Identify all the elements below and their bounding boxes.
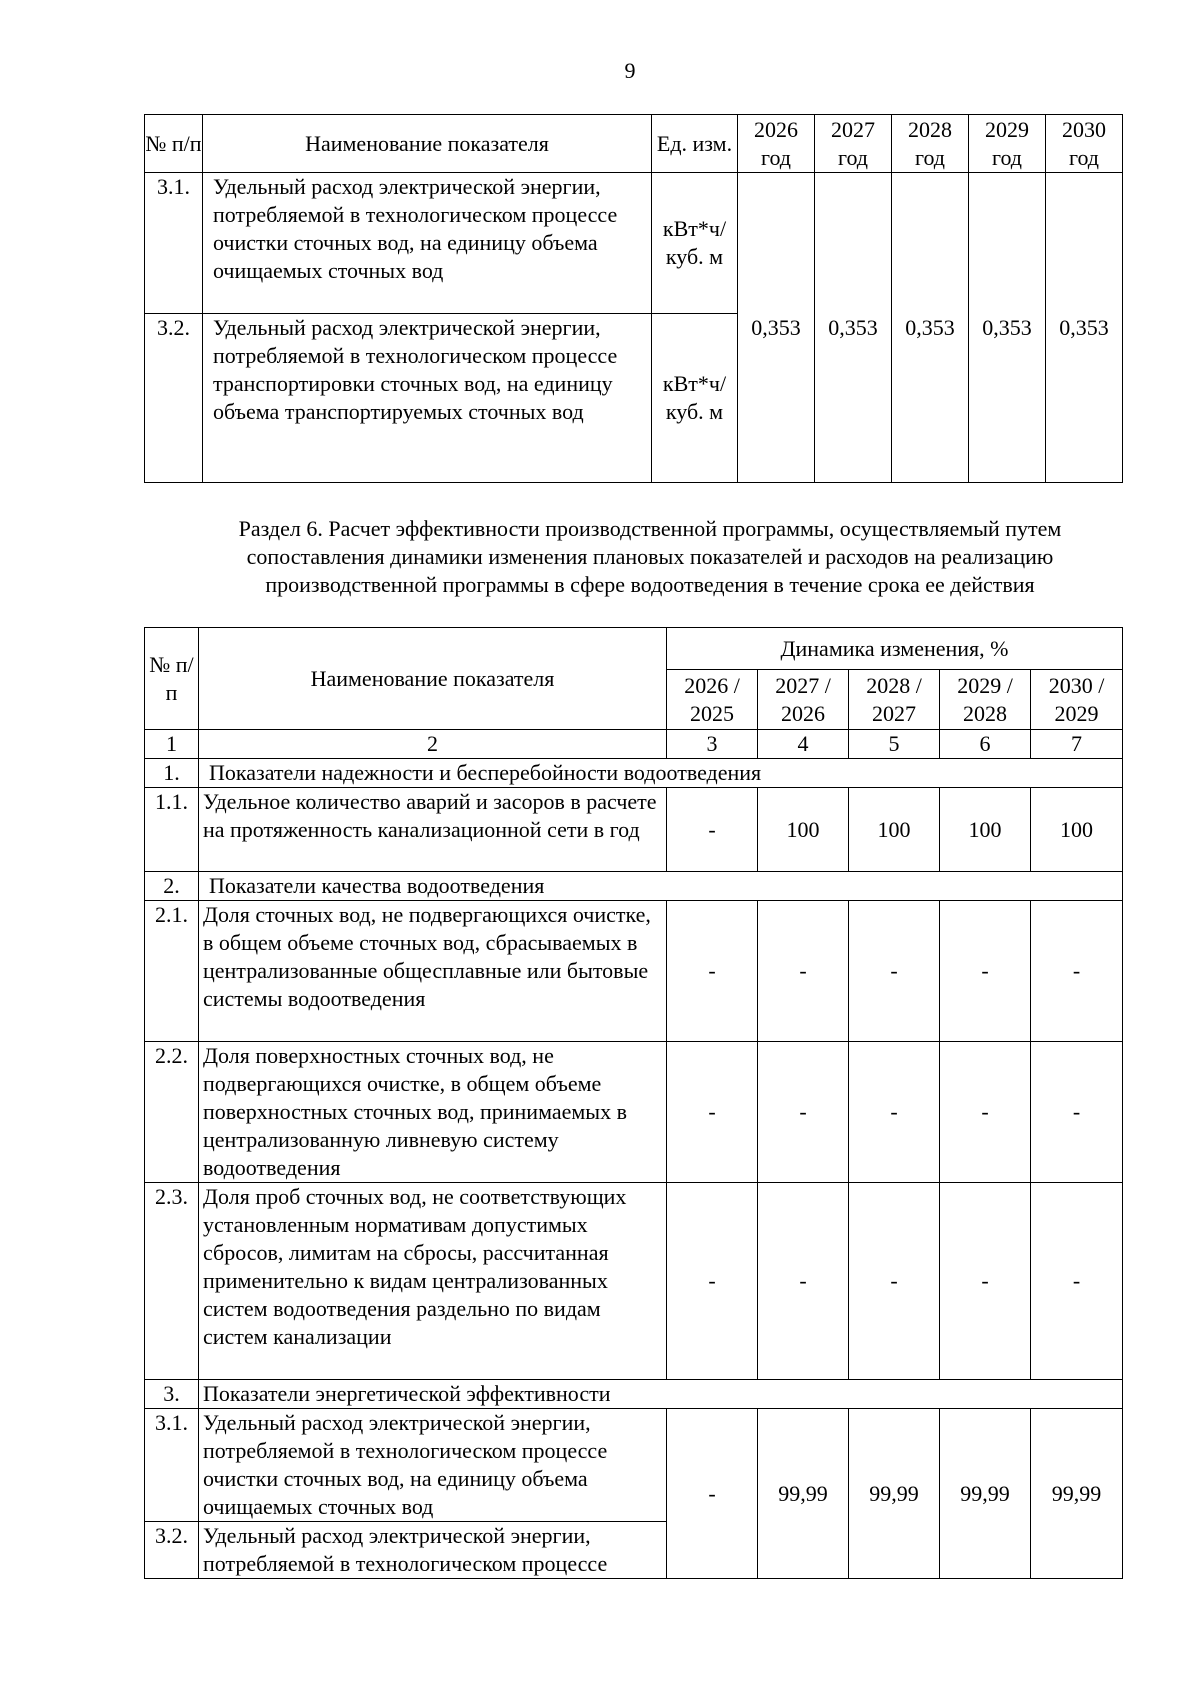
header-year: 2026 год (738, 115, 815, 173)
header-name: Наименование показателя (203, 115, 652, 173)
value-cell: 99,99 (849, 1409, 940, 1579)
value-cell: - (667, 1042, 758, 1183)
value-cell: 100 (758, 788, 849, 872)
page-number: 9 (624, 58, 636, 83)
section-title: Показатели надежности и бесперебойности водоотведения (199, 759, 1123, 788)
table-row (145, 173, 1123, 314)
section-row (145, 872, 1123, 901)
value-cell: 99,99 (940, 1409, 1031, 1579)
section-num: 3. (145, 1380, 199, 1409)
row-num: 3.1. (145, 173, 203, 314)
row-num: 2.3. (145, 1183, 199, 1380)
value-cell: 99,99 (758, 1409, 849, 1579)
value-cell: - (1031, 1183, 1123, 1380)
header-period: 2030 / 2029 (1031, 670, 1123, 730)
value-cell: - (940, 1183, 1031, 1380)
value-cell: - (667, 788, 758, 872)
row-unit: кВт*ч/ куб. м (652, 314, 738, 483)
section-caption: Раздел 6. Расчет эффективности производственной программы, осуществляемый путем сопоставления динамики изменения плановых показателей и расходов на реализацию производственной программы в сфере водоотведения в течение срока ее действия (238, 516, 1062, 597)
value-cell: - (1031, 1042, 1123, 1183)
row-name: Удельное количество аварий и засоров в расчете на протяженность канализационной сети в год (199, 788, 667, 872)
header-year: 2027 год (815, 115, 892, 173)
table-row (145, 1042, 1123, 1183)
value-cell: - (667, 1409, 758, 1579)
header-year: 2030 год (1046, 115, 1123, 173)
column-number: 5 (849, 730, 940, 759)
value-cell: 0,353 (969, 173, 1046, 483)
header-dynamics: Динамика изменения, % (667, 628, 1123, 670)
value-cell: - (940, 1042, 1031, 1183)
value-cell: 0,353 (892, 173, 969, 483)
column-number: 7 (1031, 730, 1123, 759)
value-cell: - (667, 1183, 758, 1380)
header-period: 2027 / 2026 (758, 670, 849, 730)
value-cell: - (940, 901, 1031, 1042)
value-cell: 0,353 (815, 173, 892, 483)
header-year: 2028 год (892, 115, 969, 173)
value-cell: - (849, 1183, 940, 1380)
row-num: 3.1. (145, 1409, 199, 1522)
header-year: 2029 год (969, 115, 1046, 173)
header-num: № п/п (145, 115, 203, 173)
header-period: 2028 / 2027 (849, 670, 940, 730)
header-unit: Ед. изм. (652, 115, 738, 173)
value-cell: 100 (940, 788, 1031, 872)
value-cell: 0,353 (1046, 173, 1123, 483)
value-cell: - (1031, 901, 1123, 1042)
row-num: 2.1. (145, 901, 199, 1042)
row-num: 3.2. (145, 314, 203, 483)
row-num: 1.1. (145, 788, 199, 872)
value-cell: 99,99 (1031, 1409, 1123, 1579)
table-row (145, 1183, 1123, 1380)
value-cell: - (758, 1042, 849, 1183)
section-row (145, 1380, 1123, 1409)
row-name: Удельный расход электрической энергии, потребляемой в технологическом процессе очистки сточных вод, на единицу объема очищаемых сточных вод (199, 1409, 667, 1522)
value-cell: - (849, 1042, 940, 1183)
section-title: Показатели энергетической эффективности (199, 1380, 1123, 1409)
column-number: 2 (199, 730, 667, 759)
value-cell: 100 (849, 788, 940, 872)
value-cell: - (667, 901, 758, 1042)
row-name: Удельный расход электрической энергии, потребляемой в технологическом процессе транспортировки сточных вод, на единицу объема транспортируемых сточных вод (203, 314, 652, 483)
value-cell: 100 (1031, 788, 1123, 872)
row-name: Доля сточных вод, не подвергающихся очистке, в общем объеме сточных вод, сбрасываемых в централизованные общесплавные или бытовые системы водоотведения (199, 901, 667, 1042)
table-header-row (145, 115, 1123, 173)
value-cell: 0,353 (738, 173, 815, 483)
header-name: Наименование показателя (199, 628, 667, 730)
column-number: 4 (758, 730, 849, 759)
table-row (145, 788, 1123, 872)
column-number: 1 (145, 730, 199, 759)
section-num: 1. (145, 759, 199, 788)
section-row (145, 759, 1123, 788)
row-unit: кВт*ч/ куб. м (652, 173, 738, 314)
table-header-row (145, 628, 1123, 670)
header-num: № п/п (145, 628, 199, 730)
section-num: 2. (145, 872, 199, 901)
row-name: Доля проб сточных вод, не соответствующих установленным нормативам допустимых сбросов, лимитам на сбросы, рассчитанная применительно к видам централизованных систем водоотведения раздельно по видам систем канализации (199, 1183, 667, 1380)
table-row (145, 901, 1123, 1042)
row-num: 2.2. (145, 1042, 199, 1183)
value-cell: - (849, 901, 940, 1042)
column-number: 3 (667, 730, 758, 759)
row-name: Доля поверхностных сточных вод, не подвергающихся очистке, в общем объеме поверхностных сточных вод, принимаемых в централизованную ливневую систему водоотведения (199, 1042, 667, 1183)
table-row (145, 1409, 1123, 1522)
indicators-table (144, 114, 1123, 483)
row-num: 3.2. (145, 1522, 199, 1579)
column-number: 6 (940, 730, 1031, 759)
value-cell: - (758, 901, 849, 1042)
row-name: Удельный расход электрической энергии, потребляемой в технологическом процессе очистки сточных вод, на единицу объема очищаемых сточных вод (203, 173, 652, 314)
header-period: 2029 / 2028 (940, 670, 1031, 730)
efficiency-table (144, 627, 1123, 1579)
header-period: 2026 / 2025 (667, 670, 758, 730)
value-cell: - (758, 1183, 849, 1380)
column-numbers-row (145, 730, 1123, 759)
section-title: Показатели качества водоотведения (199, 872, 1123, 901)
row-name: Удельный расход электрической энергии, потребляемой в технологическом процессе (199, 1522, 667, 1579)
